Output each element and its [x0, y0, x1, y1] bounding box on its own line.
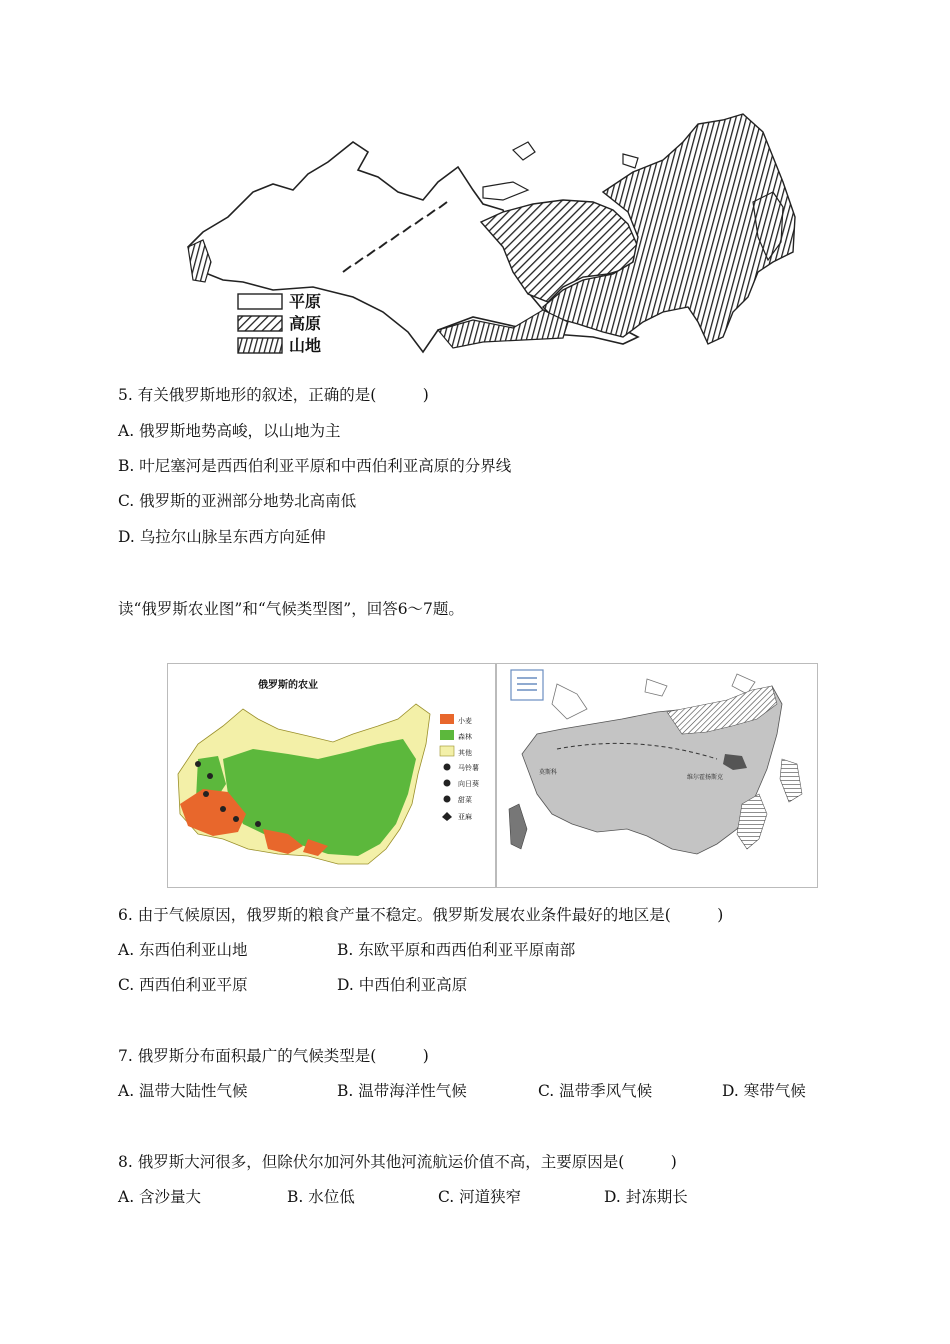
q8-stem: 8. 俄罗斯大河很多，但除伏尔加河外其他河流航运价值不高，主要原因是( ) [118, 1153, 677, 1171]
q8-option-c[interactable]: C. 河道狭窄 [438, 1188, 522, 1206]
q6-option-c[interactable]: C. 西西伯利亚平原 [118, 976, 248, 994]
q8-option-d[interactable]: D. 封冻期长 [604, 1188, 688, 1206]
q7-option-c[interactable]: C. 温带季风气候 [538, 1082, 653, 1100]
q7-stem: 7. 俄罗斯分布面积最广的气候类型是( ) [118, 1047, 429, 1065]
climate-label-verkhoyansk: 维尔霍扬斯克 [687, 774, 724, 781]
q5-option-d[interactable]: D. 乌拉尔山脉呈东西方向延伸 [118, 528, 326, 546]
terrain-map-svg [183, 112, 798, 370]
climate-map-svg [497, 664, 817, 887]
q7-option-d[interactable]: D. 寒带气候 [722, 1082, 806, 1100]
intro-text: 读“俄罗斯农业图”和“气候类型图”，回答6～7题。 [118, 600, 464, 618]
q5-option-c[interactable]: C. 俄罗斯的亚洲部分地势北高南低 [118, 492, 357, 510]
q5-option-b[interactable]: B. 叶尼塞河是西西伯利亚平原和中西伯利亚高原的分界线 [118, 457, 512, 475]
q6-stem: 6. 由于气候原因，俄罗斯的粮食产量不稳定。俄罗斯发展农业条件最好的地区是( ) [118, 906, 724, 924]
q5-option-a[interactable]: A. 俄罗斯地势高峻，以山地为主 [118, 422, 341, 440]
agri-legend-other: 其他 [458, 749, 472, 757]
q6-option-b[interactable]: B. 东欧平原和西西伯利亚平原南部 [337, 941, 576, 959]
q5-stem: 5. 有关俄罗斯地形的叙述，正确的是( ) [118, 386, 429, 404]
agri-legend-sunflower: 向日葵 [458, 780, 479, 788]
terrain-map [183, 112, 798, 370]
agri-legend-forest: 森林 [458, 733, 472, 741]
terrain-legend-plain: 平原 [289, 292, 322, 311]
agri-legend-beet: 甜菜 [458, 796, 472, 804]
agriculture-map [167, 663, 496, 888]
document-icon [511, 670, 543, 700]
q8-option-a[interactable]: A. 含沙量大 [118, 1188, 202, 1206]
climate-map [496, 663, 818, 888]
q7-option-a[interactable]: A. 温带大陆性气候 [118, 1082, 248, 1100]
agri-legend-flax: 亚麻 [458, 813, 472, 821]
terrain-legend-plateau: 高原 [289, 314, 322, 333]
terrain-legend-mountain: 山地 [289, 336, 322, 355]
q6-option-a[interactable]: A. 东西伯利亚山地 [118, 941, 248, 959]
q6-option-d[interactable]: D. 中西伯利亚高原 [337, 976, 468, 994]
agri-legend-wheat: 小麦 [458, 717, 472, 725]
climate-label-moscow: 莫斯科 [539, 769, 558, 776]
agriculture-map-svg [168, 664, 495, 887]
q7-option-b[interactable]: B. 温带海洋性气候 [337, 1082, 467, 1100]
agri-legend-potato: 马铃薯 [458, 764, 479, 772]
agri-map-title: 俄罗斯的农业 [258, 680, 318, 691]
q8-option-b[interactable]: B. 水位低 [287, 1188, 355, 1206]
